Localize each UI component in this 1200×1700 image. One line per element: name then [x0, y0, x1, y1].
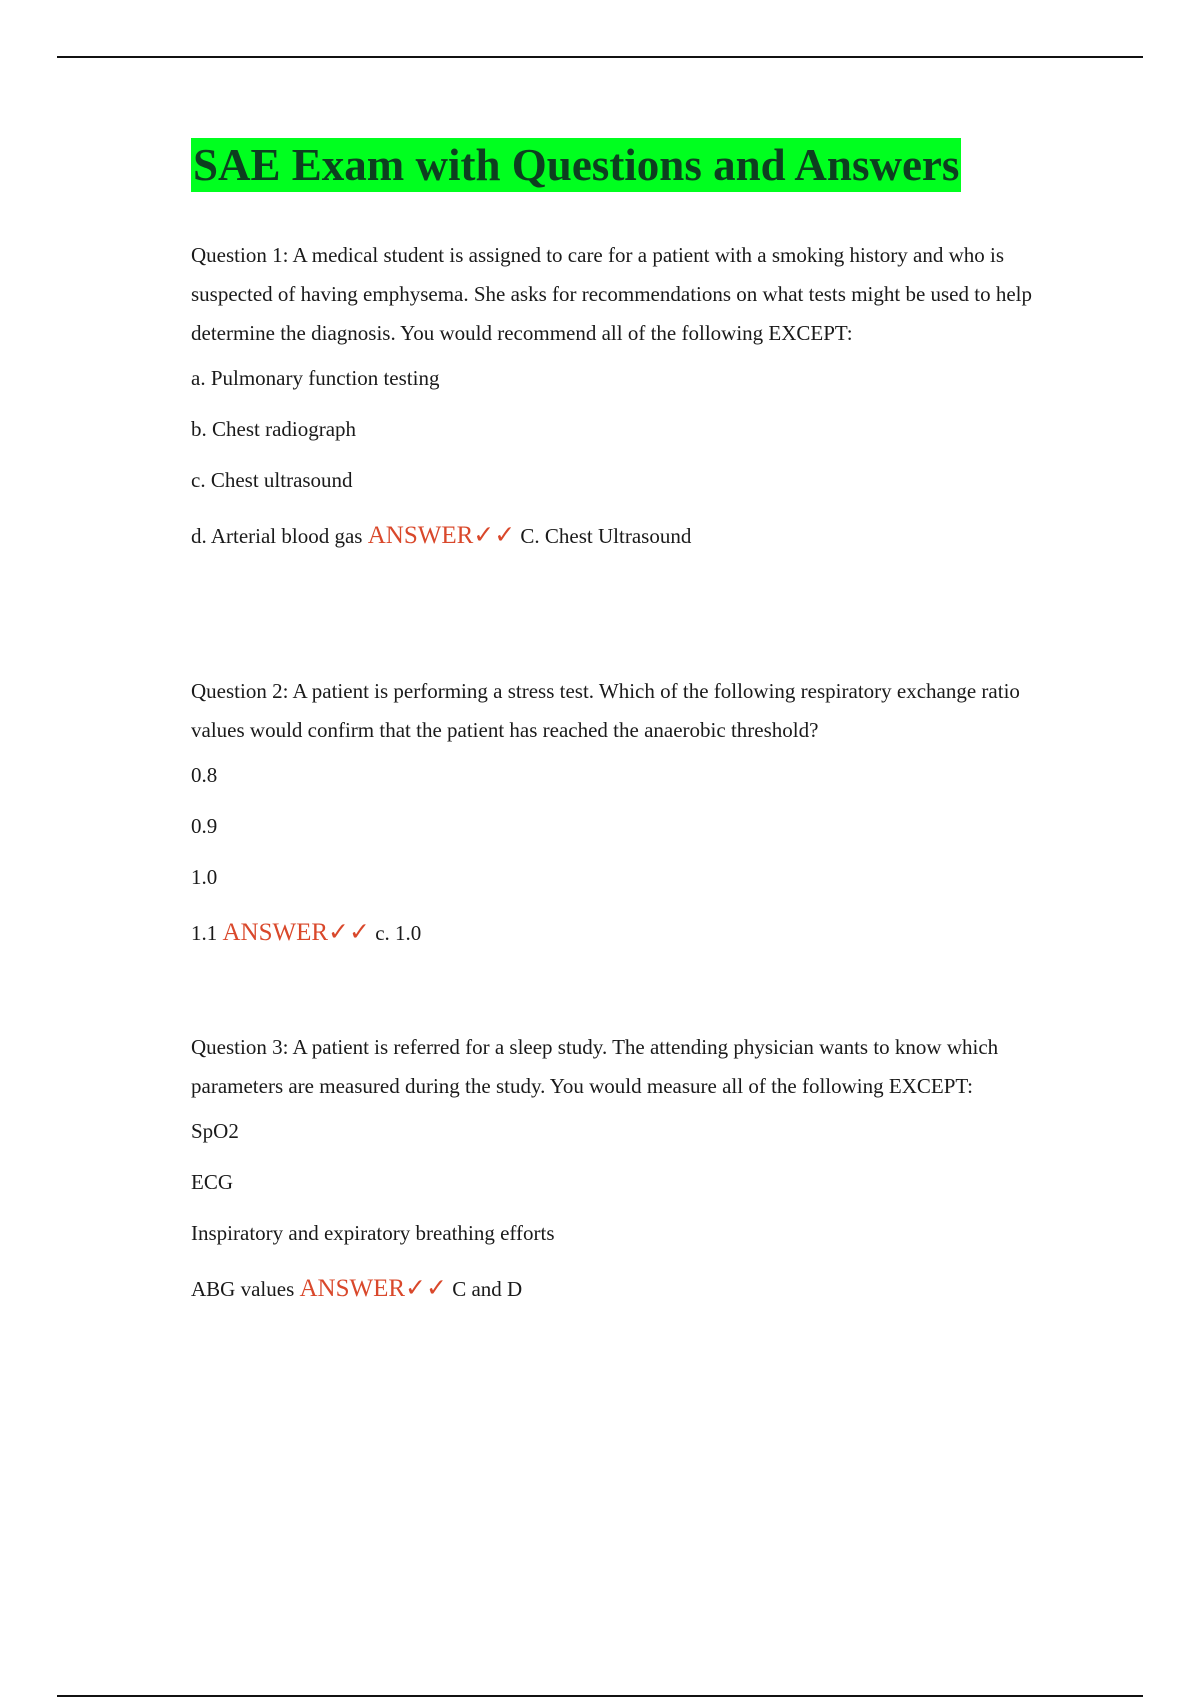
question-3-option-1: SpO2 — [191, 1119, 239, 1143]
question-1-option-c: c. Chest ultrasound — [191, 468, 353, 492]
question-2 — [191, 672, 1071, 948]
question-3-option-4-with-answer — [191, 1274, 1071, 1304]
question-1-text: Question 1: A medical student is assigned to care for a patient with a smoking history and who is suspected of having emphysema. She asks for recommendations on what tests might be used to help determine the diagnosis. You would recommend all of the following EXCEPT: — [191, 243, 1032, 345]
question-2-option-2: 0.9 — [191, 814, 218, 838]
question-1-answer: C. Chest Ultrasound — [520, 524, 692, 548]
question-1-option-d-with-answer — [191, 521, 1071, 551]
question-1-option-d: d. Arterial blood gas — [191, 524, 363, 548]
question-1-option-a: a. Pulmonary function testing — [191, 366, 440, 390]
question-1 — [191, 236, 1071, 551]
question-2-text: Question 2: A patient is performing a stress test. Which of the following respiratory exchange ratio values would confirm that the patient has reached the anaerobic threshold? — [191, 679, 1020, 742]
bottom-rule — [57, 1695, 1143, 1697]
question-3-option-4: ABG values — [191, 1277, 295, 1301]
document-title: SAE Exam with Questions and Answers — [193, 140, 960, 190]
question-3-text: Question 3: A patient is referred for a sleep study. The attending physician wants to know which parameters are measured during the study. You would measure all of the following EXCEPT: — [191, 1035, 999, 1098]
question-2-option-4: 1.1 — [191, 921, 218, 945]
question-3-answer-label: ANSWER✓✓ — [299, 1275, 447, 1302]
question-3-option-2: ECG — [191, 1170, 233, 1194]
question-3-option-3: Inspiratory and expiratory breathing efforts — [191, 1221, 555, 1245]
question-2-option-4-with-answer — [191, 918, 1071, 948]
question-3 — [191, 1028, 1071, 1304]
question-1-answer-label: ANSWER✓✓ — [367, 522, 516, 549]
question-2-option-1: 0.8 — [191, 763, 218, 787]
top-rule — [57, 56, 1143, 58]
question-2-answer-label: ANSWER✓✓ — [222, 919, 370, 946]
question-2-answer: c. 1.0 — [375, 921, 422, 945]
question-2-option-3: 1.0 — [191, 865, 218, 889]
question-1-option-b: b. Chest radiograph — [191, 417, 357, 441]
document-body — [191, 138, 1091, 1302]
question-3-answer: C and D — [452, 1277, 523, 1301]
